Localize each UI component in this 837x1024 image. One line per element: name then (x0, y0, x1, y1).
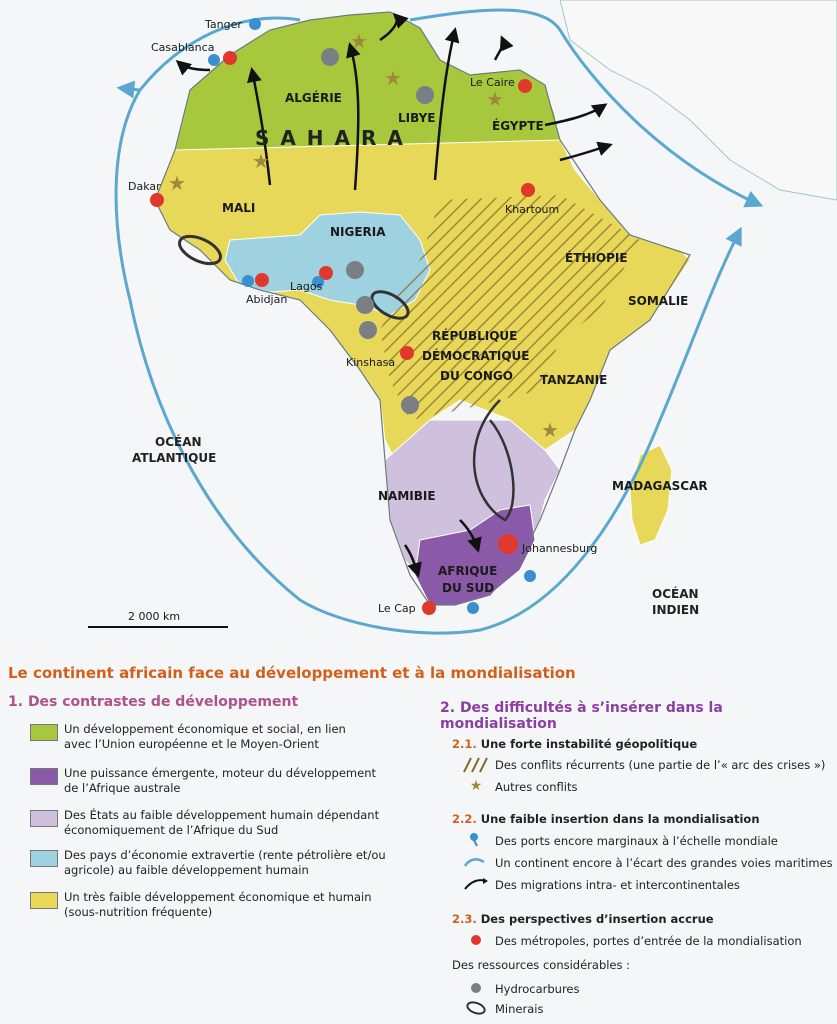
metropole-icon (462, 932, 490, 948)
conflict-star: ★ (541, 418, 559, 442)
hydrocarbon-icon (462, 980, 490, 996)
migration-arrow-icon (462, 876, 490, 892)
city-johannesburg: Johannesburg (522, 542, 598, 555)
country-mali: MALI (222, 201, 256, 215)
city-lagos: Lagos (290, 280, 323, 293)
country-somalie: SOMALIE (628, 294, 689, 308)
legend-swatch-dependent (30, 810, 58, 827)
maritime-route-icon (462, 854, 490, 870)
port-marker (524, 570, 536, 582)
legend-minerais: Minerais (495, 1002, 544, 1016)
metropole-marker (400, 346, 414, 360)
country-rdc-line1: RÉPUBLIQUE (432, 329, 518, 343)
hydrocarbures-marker (321, 48, 339, 66)
legend-text-dependent: Des États au faible développement humain dépendant économiquement de l’Afrique du Sud (64, 808, 380, 837)
legend-swatch-developed (30, 724, 58, 741)
legend-text-very-poor: Un très faible développement économique et humain (sous-nutrition fréquente) (64, 890, 372, 919)
conflict-star: ★ (486, 87, 504, 111)
country-libye: LIBYE (398, 111, 436, 125)
city-casablanca: Casablanca (151, 41, 215, 54)
country-egypte: ÉGYPTE (492, 119, 544, 133)
metropole-marker (223, 51, 237, 65)
country-rdc-line2: DÉMOCRATIQUE (422, 349, 530, 363)
country-rdc-line3: DU CONGO (440, 369, 513, 383)
legend-swatch-extraverted (30, 850, 58, 867)
sahara-label: S A H A R A (255, 126, 405, 150)
ocean-atlantique-line2: ATLANTIQUE (132, 451, 217, 465)
metropole-marker (518, 79, 532, 93)
legend-sub-2-1: 2.1. Une forte instabilité géopolitique (452, 737, 698, 751)
metropole-marker (150, 193, 164, 207)
city-dakar: Dakar (128, 180, 161, 193)
minerals-icon (462, 1000, 490, 1016)
legend-swatch-very-poor (30, 892, 58, 909)
hydrocarbures-marker (356, 296, 374, 314)
conflict-star: ★ (384, 66, 402, 90)
legend-maritime-routes: Un continent encore à l’écart des grandes voies maritimes (495, 856, 833, 870)
legend-resources-title: Des ressources considérables : (452, 958, 631, 972)
legend-text-developed: Un développement économique et social, en lien avec l’Union européenne et le Moyen-Orient (64, 722, 346, 751)
legend-text-extraverted: Des pays d’économie extravertie (rente pétrolière et/ou agricole) au faible développement humain (64, 848, 386, 877)
legend-section-2-title (440, 700, 837, 732)
section-2-title-text: Des difficultés à s’insérer dans la mondialisation (440, 700, 723, 732)
country-afrique-du-sud-line2: DU SUD (442, 581, 495, 595)
legend-ports: Des ports encore marginaux à l’échelle mondiale (495, 834, 778, 848)
legend-sub-2-3: 2.3. Des perspectives d’insertion accrue (452, 912, 714, 926)
metropole-marker (422, 601, 436, 615)
map-legend (0, 660, 837, 1024)
country-madagascar: MADAGASCAR (612, 479, 708, 493)
star-icon: ★ (469, 778, 483, 794)
hydrocarbures-marker (401, 396, 419, 414)
ocean-atlantique-line1: OCÉAN (155, 435, 202, 449)
legend-text-emerging: Une puissance émergente, moteur du développement de l’Afrique australe (64, 766, 377, 795)
conflict-star: ★ (168, 171, 186, 195)
hatch-icon (462, 757, 490, 773)
legend-conflicts-recurrent: Des conflits récurrents (une partie de l’« arc des crises ») (495, 758, 826, 772)
port-marker (467, 602, 479, 614)
legend-metropoles: Des métropoles, portes d’entrée de la mondialisation (495, 934, 802, 948)
legend-migrations: Des migrations intra- et intercontinentales (495, 878, 740, 892)
port-icon (462, 832, 490, 848)
legend-other-conflicts: Autres conflits (495, 780, 578, 794)
section-1-number: 1. (8, 694, 24, 710)
city-le-cap: Le Cap (378, 602, 416, 615)
section-1-title-text: Des contrastes de développement (27, 694, 299, 710)
hydrocarbures-marker (359, 321, 377, 339)
legend-swatch-emerging (30, 768, 58, 785)
city-abidjan: Abidjan (246, 293, 288, 306)
conflict-star: ★ (350, 29, 368, 53)
city-kinshasa: Kinshasa (346, 356, 396, 369)
legend-hydrocarbures: Hydrocarbures (495, 982, 580, 996)
city-khartoum: Khartoum (505, 203, 560, 216)
legend-sub-2-2: 2.2. Une faible insertion dans la mondialisation (452, 812, 760, 826)
section-2-number: 2. (440, 700, 456, 716)
port-marker (242, 275, 254, 287)
ocean-indien-line2: INDIEN (652, 603, 700, 617)
country-afrique-du-sud-line1: AFRIQUE (438, 564, 498, 578)
port-marker (208, 54, 220, 66)
country-tanzanie: TANZANIE (540, 373, 608, 387)
city-le-caire: Le Caire (470, 76, 515, 89)
ocean-indien-line1: OCÉAN (652, 587, 699, 601)
scale-label: 2 000 km (128, 610, 181, 623)
legend-title: Le continent africain face au développement et à la mondialisation (8, 664, 576, 682)
hydrocarbures-marker (416, 86, 434, 104)
country-ethiopie: ÉTHIOPIE (565, 251, 628, 265)
metropole-marker (255, 273, 269, 287)
hydrocarbures-marker (346, 261, 364, 279)
country-namibie: NAMIBIE (378, 489, 436, 503)
country-nigeria: NIGERIA (330, 225, 386, 239)
maritime-route-west-end (120, 88, 140, 90)
city-tanger: Tanger (205, 18, 242, 31)
metropole-marker (521, 183, 535, 197)
port-marker (249, 18, 261, 30)
metropole-marker (498, 534, 518, 554)
conflict-star: ★ (252, 149, 270, 173)
legend-section-1-title (8, 694, 298, 710)
country-algerie: ALGÉRIE (285, 91, 342, 105)
